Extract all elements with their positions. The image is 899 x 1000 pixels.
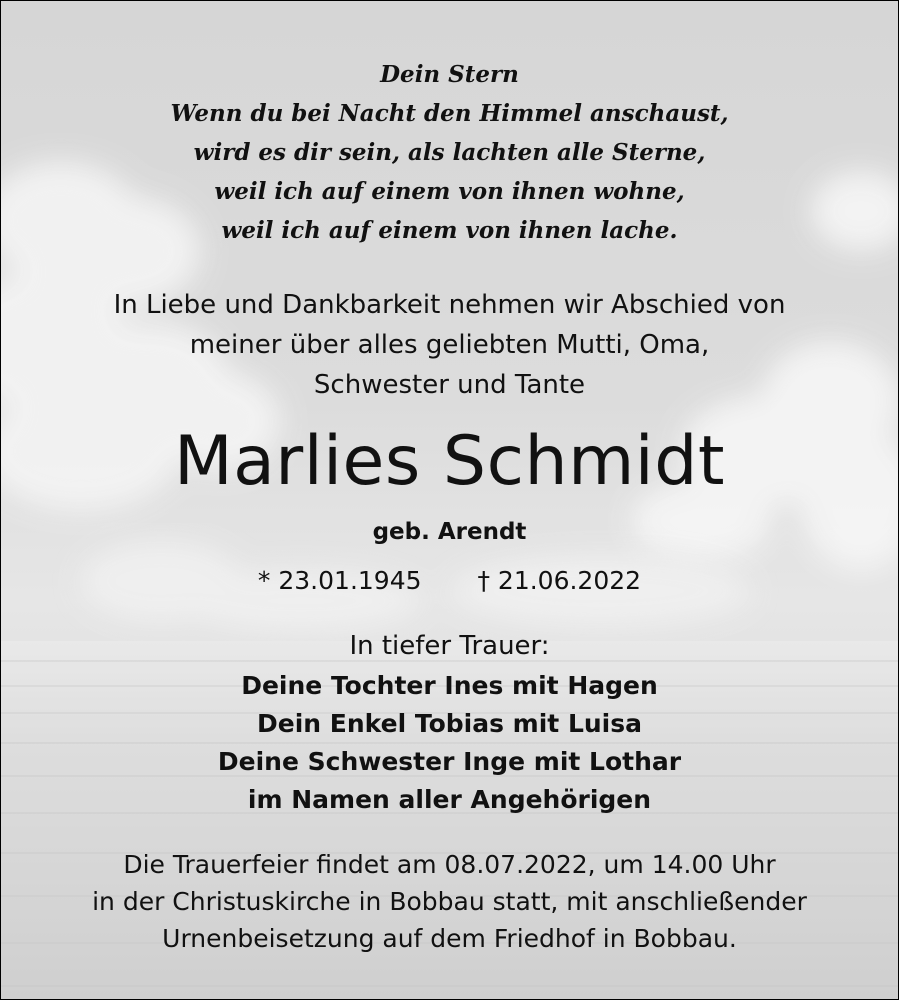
maiden-name: geb. Arendt <box>372 519 527 545</box>
poem-line: weil ich auf einem von ihnen wohne, <box>214 178 685 205</box>
mourner: Deine Tochter Ines mit Hagen <box>241 671 658 700</box>
intro-line: meiner über alles geliebten Mutti, Oma, <box>189 330 710 360</box>
mourners-list <box>1 667 898 819</box>
funeral-line: Urnenbeisetzung auf dem Friedhof in Bobbau. <box>162 924 737 953</box>
birth-date: * 23.01.1945 <box>257 566 422 595</box>
mourning-label: In tiefer Trauer: <box>349 631 550 661</box>
funeral-line: Die Trauerfeier findet am 08.07.2022, um 14.00 Uhr <box>123 850 776 879</box>
poem <box>1 55 898 250</box>
mourner: Deine Schwester Inge mit Lothar <box>217 747 682 776</box>
mourner: im Namen aller Angehörigen <box>247 785 652 814</box>
poem-title: Dein Stern <box>380 61 519 88</box>
poem-line: weil ich auf einem von ihnen lache. <box>221 217 678 244</box>
poem-line: Wenn du bei Nacht den Himmel anschaust, <box>170 100 729 127</box>
farewell-intro <box>1 285 898 405</box>
life-dates <box>1 563 898 599</box>
deceased-name: Marlies Schmidt <box>173 422 726 501</box>
intro-line: In Liebe und Dankbarkeit nehmen wir Abschied von <box>113 290 786 320</box>
death-date: † 21.06.2022 <box>477 566 642 595</box>
poem-line: wird es dir sein, als lachten alle Sterne, <box>193 139 706 166</box>
funeral-info <box>1 846 898 957</box>
funeral-line: in der Christuskirche in Bobbau statt, mit anschließender <box>92 887 807 916</box>
intro-line: Schwester und Tante <box>313 370 586 400</box>
mourner: Dein Enkel Tobias mit Luisa <box>257 709 642 738</box>
